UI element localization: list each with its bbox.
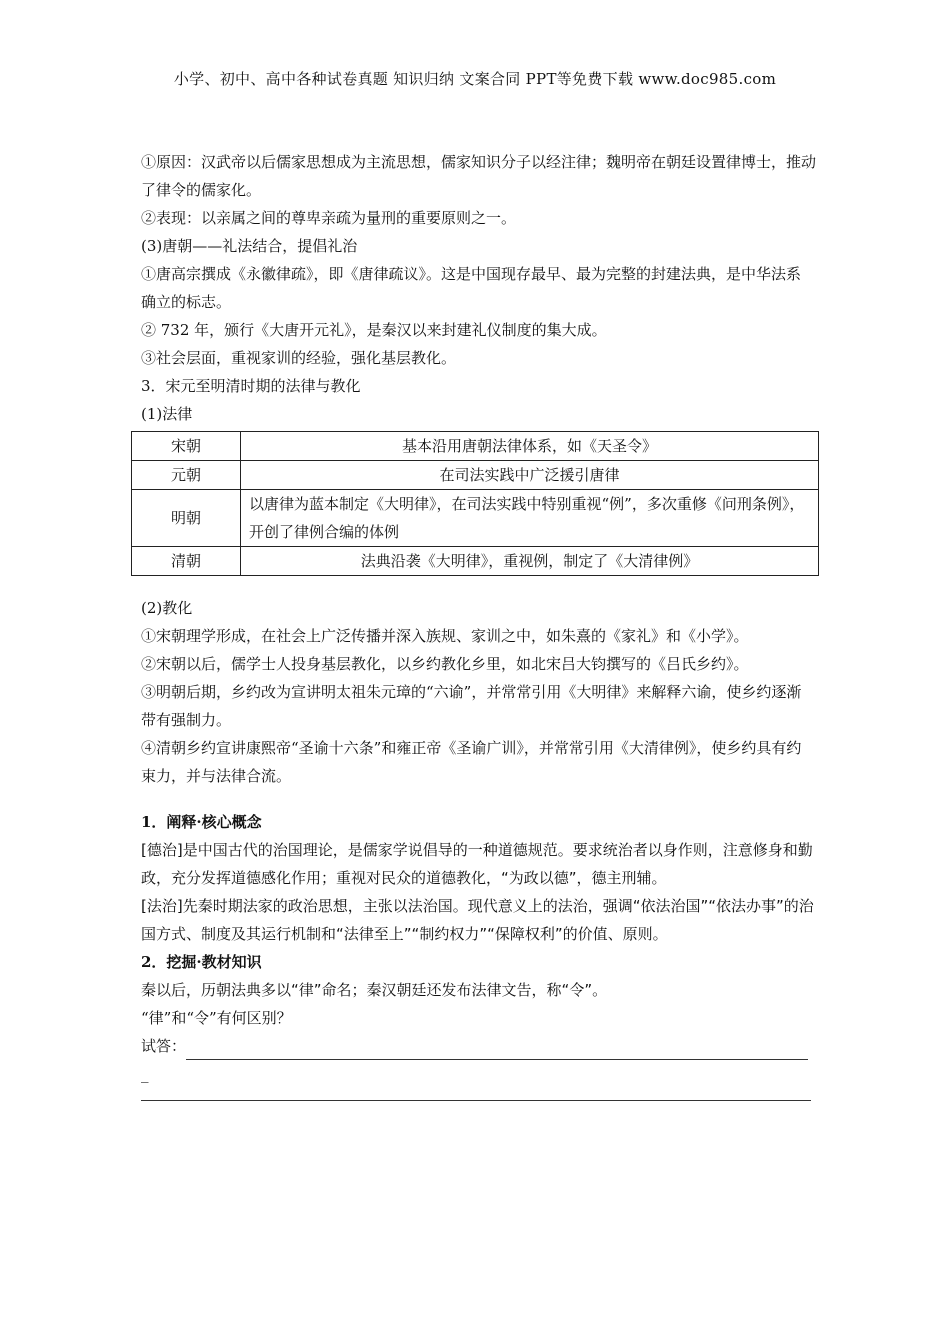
answer-row [141,1032,821,1060]
question-text: “律”和“令”有何区别？ [141,1009,292,1027]
answer-input-line-2[interactable] [141,1080,811,1101]
edu-heading: (2)教化 [141,599,193,617]
textbook-paragraph: 秦以后，历朝法典多以“律”命名；秦汉朝廷还发布法律文告，称“令”。 [141,981,608,999]
tang-point-1: ①唐高宗撰成《永徽律疏》，即《唐律疏议》。这是中国现存最早、最为完整的封建法典，是中华法系确立的标志。 [141,265,802,311]
page-header: 小学、初中、高中各种试卷真题 知识归纳 文案合同 PPT等免费下载 www.doc985.com [173,70,777,88]
edu-item: ②宋朝以后，儒学士人投身基层教化，以乡约教化乡里，如北宋吕大钧撰写的《吕氏乡约》。 [141,655,749,673]
table-row [132,461,819,490]
tang-point-3: ③社会层面，重视家训的经验，强化基层教化。 [141,349,457,367]
han-reason: ①原因：汉武帝以后儒家思想成为主流思想，儒家知识分子以经注律；魏明帝在朝廷设置律博士，推动了律令的儒家化。 [141,153,817,199]
dynasty-cell: 元朝 [132,461,241,490]
concept-fazhi: [法治]先秦时期法家的政治思想，主张以法治国。现代意义上的法治，强调“依法治国”“依法办事”的治国方式、制度及其运行机制和“法律至上”“制约权力”“保障权利”的价值、原则。 [141,897,814,943]
concept-dezhi: [德治]是中国古代的治国理论，是儒家学说倡导的一种道德规范。要求统治者以身作则，注意修身和勤政，充分发挥道德感化作用；重视对民众的道德教化，“为政以德”，德主刑辅。 [141,841,813,887]
table-row [132,547,819,576]
law-cell: 基本沿用唐朝法律体系，如《天圣令》 [241,432,819,461]
law-heading: (1)法律 [141,405,193,423]
edu-item: ③明朝后期，乡约改为宣讲明太祖朱元璋的“六谕”，并常常引用《大明律》来解释六谕，使乡约逐渐带有强制力。 [141,683,802,729]
dynasty-cell: 宋朝 [132,432,241,461]
law-table [131,431,819,576]
edu-item: ①宋朝理学形成，在社会上广泛传播并深入族规、家训之中，如朱熹的《家礼》和《小学》。 [141,627,749,645]
law-cell: 法典沿袭《大明律》，重视例，制定了《大清律例》 [241,547,819,576]
law-cell: 以唐律为蓝本制定《大明律》，在司法实践中特别重视“例”，多次重修《问刑条例》，开创了律例合编的体例 [241,490,819,547]
answer-input-line[interactable] [186,1041,808,1060]
dynasty-cell: 清朝 [132,547,241,576]
table-row [132,490,819,547]
edu-item: ④清朝乡约宣讲康熙帝“圣谕十六条”和雍正帝《圣谕广训》，并常常引用《大清律例》，使乡约具有约束力，并与法律合流。 [141,739,802,785]
table-row [132,432,819,461]
han-performance: ②表现：以亲属之间的尊卑亲疏为量刑的重要原则之一。 [141,209,517,227]
answer-label: 试答： [141,1037,187,1055]
document-body [141,148,821,1101]
section-3-heading: 3．宋元至明清时期的法律与教化 [141,377,361,395]
answer-dash: _ [141,1065,149,1083]
tang-heading: (3)唐朝——礼法结合，提倡礼治 [141,237,358,255]
dynasty-cell: 明朝 [132,490,241,547]
law-cell: 在司法实践中广泛援引唐律 [241,461,819,490]
tang-point-2: ② 732 年，颁行《大唐开元礼》，是秦汉以来封建礼仪制度的集大成。 [141,321,607,339]
concepts-heading: 1．阐释·核心概念 [141,813,262,831]
textbook-heading: 2．挖掘·教材知识 [141,953,262,971]
